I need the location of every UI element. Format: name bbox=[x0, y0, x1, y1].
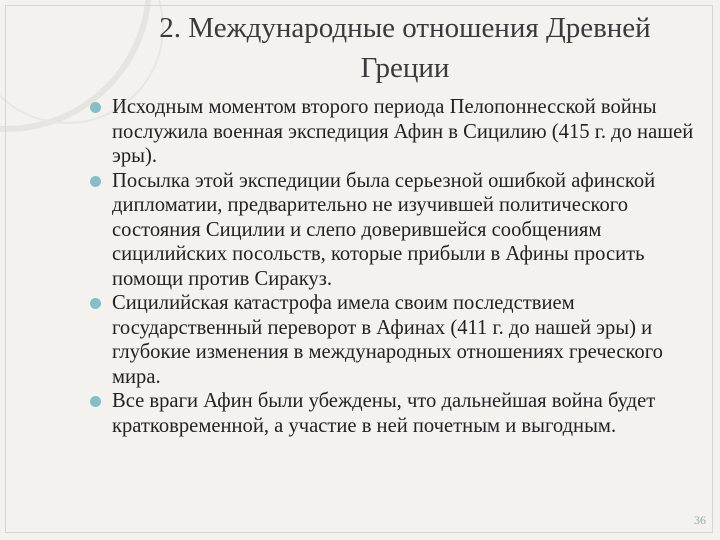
bullet-text: Исходным моментом второго периода Пелопоннесской войны послужила военная экспедиция Афин в Сицилию (415 г. до нашей эры). bbox=[112, 96, 694, 167]
bullet-item bbox=[90, 389, 710, 438]
bullet-icon bbox=[90, 102, 101, 113]
bullet-list bbox=[90, 95, 710, 438]
title-line-2: Греции bbox=[360, 52, 450, 84]
page-number: 36 bbox=[694, 513, 706, 527]
bullet-icon bbox=[90, 298, 101, 309]
bullet-icon bbox=[90, 396, 101, 407]
bullet-item bbox=[90, 291, 710, 389]
title-line-1: 2. Международные отношения Древней bbox=[159, 12, 651, 44]
bullet-text: Посылка этой экспедиции была серьезной ошибкой афинской дипломатии, предварительно не изучившей политического состояния Сицилии и слепо доверившейся сообщениям сицилийских посольств, которые прибыли в Афины просить помощи против Сиракуз. bbox=[112, 169, 656, 290]
bullet-item bbox=[90, 95, 710, 169]
slide-title bbox=[100, 8, 710, 88]
bullet-text: Все враги Афин были убеждены, что дальнейшая война будет кратковременной, а участие в ней почетным и выгодным. bbox=[112, 390, 656, 437]
bullet-item bbox=[90, 169, 710, 292]
bullet-text: Сицилийская катастрофа имела своим последствием государственный переворот в Афинах (411 г. до нашей эры) и глубокие изменения в международных отношениях греческого мира. bbox=[112, 292, 663, 388]
bullet-icon bbox=[90, 176, 101, 187]
